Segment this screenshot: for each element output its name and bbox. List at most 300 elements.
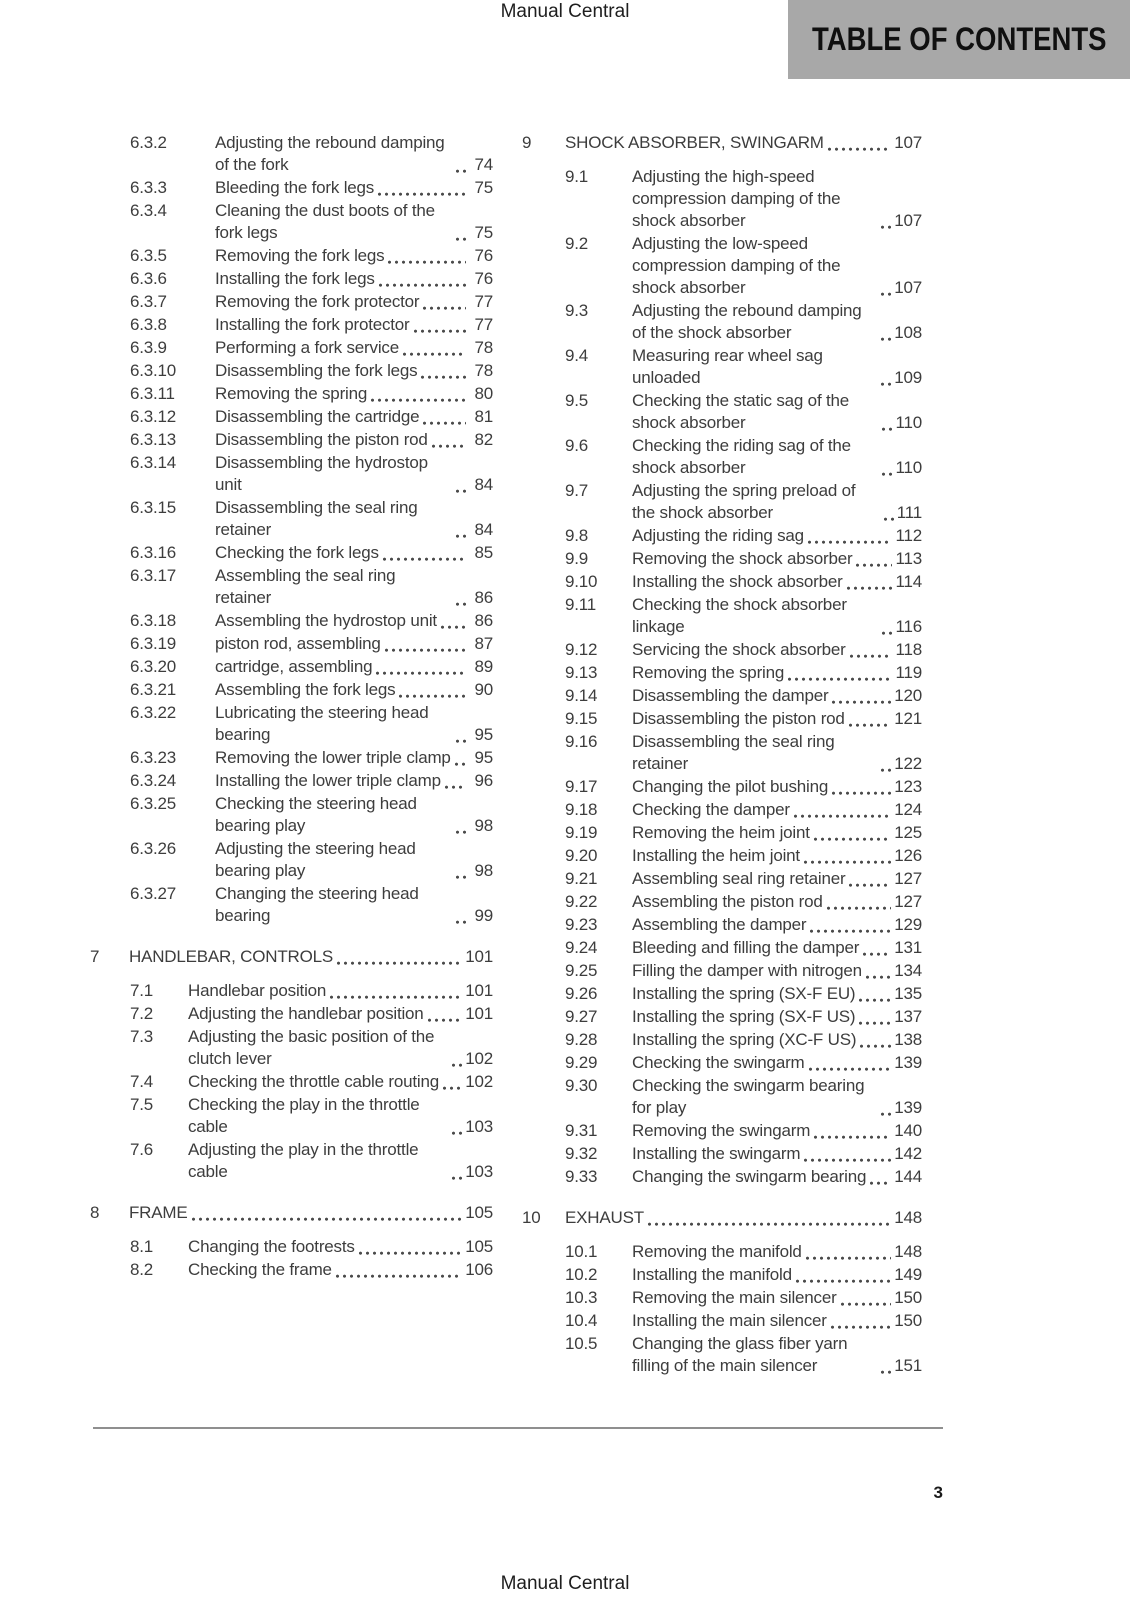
section-title: Installing the fork legs: [215, 269, 375, 288]
section-number: 9.18: [565, 800, 598, 819]
section-number: 10.5: [565, 1334, 598, 1353]
section-title: Filling the damper with nitrogen: [632, 961, 862, 980]
entry-body: [215, 200, 493, 244]
dot-leader: [863, 951, 891, 956]
toc-column-right: [522, 132, 922, 1378]
toc-entry: [90, 610, 493, 632]
entry-body: [632, 799, 922, 821]
toc-entry: [522, 1287, 922, 1309]
toc-entry: [522, 1310, 922, 1332]
section-number: 9.29: [565, 1053, 598, 1072]
toc-entry: [90, 245, 493, 267]
entry-page-number: 77: [474, 292, 493, 311]
entry-body: [215, 656, 493, 678]
entry-page-number: 84: [474, 520, 493, 539]
section-title: Bleeding and filling the damper: [632, 938, 860, 957]
toc-entry: [90, 452, 493, 496]
section-number: 9.32: [565, 1144, 598, 1163]
toc-entry: [90, 497, 493, 541]
toc-entry: [522, 822, 922, 844]
section-number: 8.2: [130, 1260, 154, 1279]
toc-entry: [522, 662, 922, 684]
dot-leader: [414, 328, 466, 333]
dot-leader: [443, 1085, 462, 1090]
dot-leader: [794, 813, 891, 818]
toc-entry: [522, 1241, 922, 1263]
section-title: Removing the main silencer: [632, 1288, 837, 1307]
entry-page-number: 107: [894, 278, 922, 297]
entry-body: [632, 776, 922, 798]
entry-page-number: 84: [474, 475, 493, 494]
section-number: 7: [90, 947, 100, 966]
dot-leader: [882, 471, 892, 476]
entry-page-number: 135: [894, 984, 922, 1003]
toc-entry: [90, 793, 493, 837]
section-number: 9.9: [565, 549, 589, 568]
entry-body: [632, 1264, 922, 1286]
section-number: 6.3.13: [130, 430, 177, 449]
section-number: 6.3.4: [130, 201, 167, 220]
section-number: 8: [90, 1203, 100, 1222]
toc-entry: [522, 1120, 922, 1142]
section-number: 9.24: [565, 938, 598, 957]
section-title: Changing the pilot bushing: [632, 777, 829, 796]
entry-body: [632, 891, 922, 913]
entry-page-number: 95: [474, 748, 493, 767]
section-number: 9.23: [565, 915, 598, 934]
entry-body: [632, 525, 922, 547]
toc-entry: [522, 166, 922, 232]
entry-page-number: 80: [474, 384, 493, 403]
toc-entry: [90, 1071, 493, 1093]
section-title: Installing the main silencer: [632, 1311, 827, 1330]
toc-entry: [522, 1166, 922, 1188]
entry-page-number: 101: [465, 947, 493, 966]
dot-leader: [881, 381, 891, 386]
dot-leader: [456, 533, 466, 538]
toc-entry: [522, 685, 922, 707]
entry-page-number: 98: [474, 816, 493, 835]
dot-leader: [456, 738, 466, 743]
entry-page-number: 110: [895, 458, 922, 477]
dot-leader: [841, 1301, 892, 1306]
dot-leader: [423, 305, 466, 310]
section-number: 9: [522, 133, 532, 152]
entry-body: [565, 132, 922, 154]
toc-entry: [90, 770, 493, 792]
section-title: Installing the spring (SX-F US): [632, 1007, 856, 1026]
section-title: Removing the heim joint: [632, 823, 810, 842]
section-number: 10.1: [565, 1242, 598, 1261]
section-title: Installing the spring (SX-F EU): [632, 984, 856, 1003]
toc-entry: [522, 937, 922, 959]
entry-page-number: 116: [895, 617, 922, 636]
toc-entry: [522, 390, 922, 434]
section-number: 6.3.6: [130, 269, 167, 288]
section-number: 6.3.3: [130, 178, 167, 197]
section-title: Removing the spring: [215, 384, 368, 403]
section-title: Checking the static sag of the shock absorber: [632, 391, 850, 432]
entry-body: [632, 1052, 922, 1074]
entry-body: [632, 1310, 922, 1332]
toc-chapter-entry: [522, 132, 922, 154]
entry-body: [215, 542, 493, 564]
section-title: Assembling the fork legs: [215, 680, 396, 699]
toc-entry: [522, 1143, 922, 1165]
entry-body: [215, 679, 493, 701]
section-title: Adjusting the steering head bearing play: [215, 839, 416, 880]
entry-page-number: 120: [894, 686, 922, 705]
entry-page-number: 96: [474, 771, 493, 790]
dot-leader: [432, 443, 466, 448]
entry-page-number: 151: [894, 1356, 922, 1375]
entry-body: [632, 1075, 922, 1119]
entry-page-number: 102: [465, 1049, 493, 1068]
entry-page-number: 106: [465, 1260, 493, 1279]
entry-body: [215, 747, 493, 769]
entry-page-number: 125: [894, 823, 922, 842]
entry-page-number: 86: [474, 588, 493, 607]
banner-title: TABLE OF CONTENTS: [811, 21, 1107, 57]
section-title: Checking the throttle cable routing: [188, 1072, 439, 1091]
entry-body: [215, 565, 493, 609]
section-number: 9.26: [565, 984, 598, 1003]
entry-body: [632, 300, 922, 344]
dot-leader: [809, 1066, 892, 1071]
section-title: Removing the swingarm: [632, 1121, 811, 1140]
dot-leader: [882, 630, 892, 635]
entry-body: [632, 662, 922, 684]
section-number: 6.3.7: [130, 292, 167, 311]
entry-page-number: 105: [465, 1203, 493, 1222]
section-title: Installing the shock absorber: [632, 572, 843, 591]
section-number: 6.3.8: [130, 315, 167, 334]
dot-leader: [832, 790, 891, 795]
section-number: 6.3.5: [130, 246, 167, 265]
dot-leader: [827, 905, 892, 910]
dot-leader: [388, 259, 466, 264]
section-title: SHOCK ABSORBER, SWINGARM: [565, 133, 824, 152]
section-title: Adjusting the rebound damping of the shock absorber: [632, 301, 862, 342]
section-number: 9.13: [565, 663, 598, 682]
entry-body: [215, 337, 493, 359]
section-title: Checking the riding sag of the shock absorber: [632, 436, 851, 477]
section-title: Changing the glass fiber yarn filling of the main silencer: [632, 1334, 848, 1375]
entry-body: [215, 291, 493, 313]
dot-leader: [445, 784, 466, 789]
dot-leader: [455, 761, 466, 766]
dot-leader: [881, 1369, 891, 1374]
toc-entry: [90, 177, 493, 199]
toc-entry: [90, 132, 493, 176]
page-number: 3: [933, 1483, 943, 1502]
dot-leader: [385, 647, 466, 652]
entry-body: [632, 594, 922, 638]
section-number: 9.11: [565, 595, 597, 614]
toc-entry: [522, 571, 922, 593]
entry-body: [632, 166, 922, 232]
entry-body: [215, 702, 493, 746]
section-number: 9.17: [565, 777, 598, 796]
dot-leader: [808, 539, 893, 544]
entry-page-number: 119: [895, 663, 922, 682]
entry-page-number: 134: [894, 961, 922, 980]
toc-entry: [90, 542, 493, 564]
dot-leader: [881, 291, 891, 296]
entry-body: [215, 429, 493, 451]
section-title: Disassembling the seal ring retainer: [215, 498, 418, 539]
section-title: EXHAUST: [565, 1208, 644, 1227]
entry-body: [215, 383, 493, 405]
dot-leader: [383, 556, 466, 561]
bottom-site-title: Manual Central: [500, 1573, 630, 1594]
dot-leader: [806, 1255, 892, 1260]
section-title: Assembling the piston rod: [632, 892, 823, 911]
entry-body: [632, 1006, 922, 1028]
entry-body: [215, 497, 493, 541]
entry-body: [129, 1202, 493, 1224]
section-number: 6.3.10: [130, 361, 177, 380]
section-number: 9.20: [565, 846, 598, 865]
dot-leader: [192, 1216, 463, 1221]
entry-body: [215, 177, 493, 199]
dot-leader: [882, 426, 892, 431]
entry-page-number: 89: [474, 657, 493, 676]
section-number: 9.30: [565, 1076, 598, 1095]
dot-leader: [814, 836, 891, 841]
entry-page-number: 86: [474, 611, 493, 630]
entry-page-number: 140: [894, 1121, 922, 1140]
toc-entry: [90, 360, 493, 382]
toc-entry: [522, 300, 922, 344]
section-number: 6.3.20: [130, 657, 177, 676]
entry-body: [188, 1094, 493, 1138]
entry-body: [215, 268, 493, 290]
section-number: 9.15: [565, 709, 598, 728]
section-title: Removing the manifold: [632, 1242, 802, 1261]
entry-page-number: 122: [894, 754, 922, 773]
dot-leader: [870, 1180, 891, 1185]
section-title: Adjusting the basic position of the clutch lever: [188, 1027, 435, 1068]
section-title: Adjusting the high-speed compression damping of the shock absorber: [632, 167, 841, 230]
toc-entry: [522, 868, 922, 890]
dot-leader: [330, 994, 462, 999]
section-title: Changing the footrests: [188, 1237, 355, 1256]
entry-page-number: 114: [895, 572, 922, 591]
section-number: 9.2: [565, 234, 589, 253]
toc-chapter-entry: [90, 1202, 493, 1224]
section-title: cartridge, assembling: [215, 657, 373, 676]
dot-leader: [828, 146, 891, 151]
entry-body: [188, 1071, 493, 1093]
toc-entry: [90, 1139, 493, 1183]
toc-entry: [522, 1006, 922, 1028]
section-number: 6.3.17: [130, 566, 177, 585]
entry-page-number: 111: [896, 503, 922, 522]
entry-page-number: 103: [465, 1162, 493, 1181]
section-title: Installing the fork protector: [215, 315, 410, 334]
section-number: 6.3.15: [130, 498, 177, 517]
section-number: 7.5: [130, 1095, 154, 1114]
dot-leader: [847, 585, 893, 590]
dot-leader: [378, 191, 466, 196]
section-number: 9.3: [565, 301, 589, 320]
entry-body: [632, 914, 922, 936]
section-title: Checking the fork legs: [215, 543, 379, 562]
entry-body: [632, 345, 922, 389]
entry-body: [632, 1241, 922, 1263]
dot-leader: [849, 882, 891, 887]
entry-page-number: 78: [474, 338, 493, 357]
entry-body: [632, 571, 922, 593]
toc-entry: [522, 548, 922, 570]
entry-body: [632, 708, 922, 730]
section-title: Checking the play in the throttle cable: [188, 1095, 420, 1136]
dot-leader: [376, 670, 466, 675]
entry-body: [632, 639, 922, 661]
section-title: Disassembling the damper: [632, 686, 829, 705]
dot-leader: [856, 562, 892, 567]
entry-body: [632, 731, 922, 775]
section-number: 6.3.18: [130, 611, 177, 630]
section-title: piston rod, assembling: [215, 634, 381, 653]
toc-entry: [522, 708, 922, 730]
dot-leader: [884, 516, 894, 521]
section-number: 8.1: [130, 1237, 154, 1256]
top-site-title: Manual Central: [500, 1, 630, 22]
section-number: 7.1: [130, 981, 154, 1000]
toc-entry: [522, 525, 922, 547]
toc-entry: [90, 337, 493, 359]
dot-leader: [452, 1130, 462, 1135]
entry-page-number: 90: [474, 680, 493, 699]
entry-body: [215, 633, 493, 655]
dot-leader: [796, 1278, 891, 1283]
entry-body: [215, 452, 493, 496]
dot-leader: [423, 420, 466, 425]
section-title: Measuring rear wheel sag unloaded: [632, 346, 823, 387]
section-title: Assembling the damper: [632, 915, 807, 934]
entry-body: [188, 1139, 493, 1183]
section-title: Checking the swingarm: [632, 1053, 805, 1072]
section-number: 6.3.14: [130, 453, 177, 472]
entry-page-number: 78: [474, 361, 493, 380]
entry-page-number: 74: [474, 155, 493, 174]
entry-body: [188, 1026, 493, 1070]
section-title: HANDLEBAR, CONTROLS: [129, 947, 334, 966]
entry-body: [215, 406, 493, 428]
entry-page-number: 107: [894, 133, 922, 152]
dot-leader: [860, 1043, 891, 1048]
entry-body: [129, 946, 493, 968]
entry-page-number: 148: [894, 1208, 922, 1227]
toc-entry: [90, 1003, 493, 1025]
toc-entry: [90, 314, 493, 336]
dot-leader: [804, 1157, 891, 1162]
entry-page-number: 76: [474, 246, 493, 265]
section-title: Checking the shock absorber linkage: [632, 595, 847, 636]
entry-page-number: 148: [894, 1242, 922, 1261]
entry-page-number: 142: [894, 1144, 922, 1163]
entry-body: [632, 1143, 922, 1165]
entry-page-number: 127: [894, 869, 922, 888]
section-number: 9.28: [565, 1030, 598, 1049]
section-title: Bleeding the fork legs: [215, 178, 375, 197]
entry-body: [215, 314, 493, 336]
section-title: Checking the damper: [632, 800, 790, 819]
section-number: 10: [522, 1208, 541, 1227]
entry-page-number: 87: [474, 634, 493, 653]
entry-page-number: 108: [894, 323, 922, 342]
dot-leader: [859, 1020, 891, 1025]
section-title: Adjusting the riding sag: [632, 526, 804, 545]
toc-entry: [90, 1026, 493, 1070]
entry-page-number: 107: [894, 211, 922, 230]
entry-page-number: 138: [894, 1030, 922, 1049]
toc-entry: [522, 1052, 922, 1074]
entry-page-number: 95: [474, 725, 493, 744]
entry-body: [632, 1333, 922, 1377]
section-title: Installing the lower triple clamp: [215, 771, 441, 790]
toc-entry: [90, 268, 493, 290]
toc-column-left: [90, 132, 493, 1282]
section-number: 9.8: [565, 526, 589, 545]
section-number: 9.14: [565, 686, 598, 705]
toc-entry: [90, 383, 493, 405]
entry-page-number: 75: [474, 178, 493, 197]
entry-page-number: 101: [465, 1004, 493, 1023]
section-number: 7.2: [130, 1004, 154, 1023]
section-number: 7.4: [130, 1072, 154, 1091]
section-title: Checking the frame: [188, 1260, 332, 1279]
entry-page-number: 127: [894, 892, 922, 911]
section-title: FRAME: [129, 1203, 188, 1222]
dot-leader: [421, 374, 466, 379]
section-title: Assembling seal ring retainer: [632, 869, 846, 888]
entry-page-number: 98: [474, 861, 493, 880]
section-number: 7.3: [130, 1027, 154, 1046]
toc-entry: [522, 594, 922, 638]
section-number: 6.3.2: [130, 133, 167, 152]
dot-leader: [849, 722, 892, 727]
dot-leader: [814, 1134, 891, 1139]
entry-page-number: 144: [894, 1167, 922, 1186]
entry-body: [632, 1287, 922, 1309]
entry-body: [215, 610, 493, 632]
entry-page-number: 124: [894, 800, 922, 819]
dot-leader: [881, 224, 891, 229]
entry-body: [632, 960, 922, 982]
section-title: Changing the swingarm bearing: [632, 1167, 867, 1186]
toc-entry: [90, 1094, 493, 1138]
dot-leader: [452, 1062, 462, 1067]
section-title: Changing the steering head bearing: [215, 884, 419, 925]
section-title: Installing the spring (XC-F US): [632, 1030, 857, 1049]
entry-body: [188, 1236, 493, 1258]
section-number: 6.3.27: [130, 884, 177, 903]
section-title: Lubricating the steering head bearing: [215, 703, 429, 744]
entry-page-number: 123: [894, 777, 922, 796]
section-title: Removing the spring: [632, 663, 785, 682]
entry-body: [632, 233, 922, 299]
entry-body: [215, 793, 493, 837]
section-title: Checking the steering head bearing play: [215, 794, 417, 835]
section-title: Handlebar position: [188, 981, 327, 1000]
entry-page-number: 150: [894, 1288, 922, 1307]
section-title: Disassembling the hydrostop unit: [215, 453, 428, 494]
toc-entry: [522, 776, 922, 798]
section-title: Disassembling the seal ring retainer: [632, 732, 835, 773]
